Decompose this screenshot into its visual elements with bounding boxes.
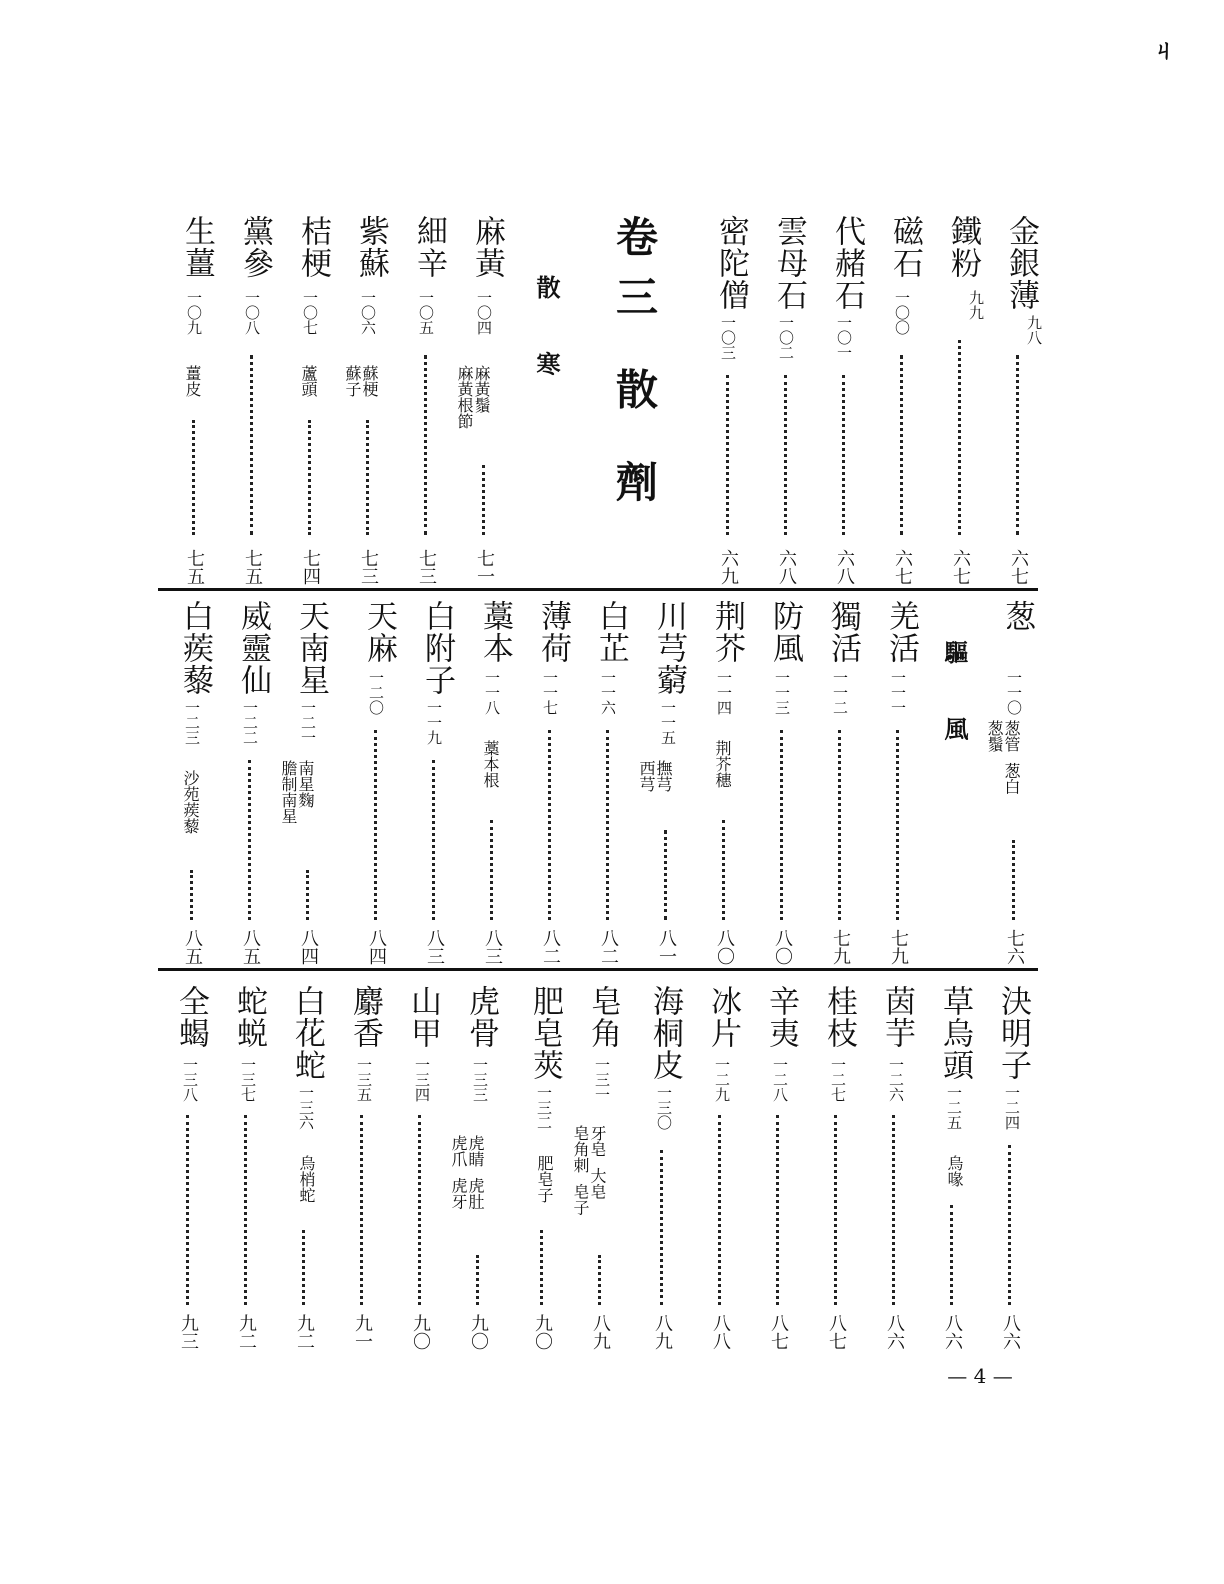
dot-leader <box>838 730 841 920</box>
dot-leader <box>1008 1145 1011 1305</box>
toc-entry <box>812 600 870 965</box>
toc-band-3 <box>160 985 1040 1350</box>
entry-number: 一〇九 <box>185 290 203 335</box>
dot-leader <box>606 730 609 920</box>
page-ref: 八四 <box>298 929 319 965</box>
toc-entry <box>222 600 280 965</box>
entry-number: 一三八 <box>181 1057 199 1102</box>
entry-name: 全蝎 <box>173 985 209 1049</box>
toc-entry <box>406 600 464 965</box>
section-heading-qu-feng: 驅 風 <box>940 640 969 763</box>
entry-number: 一〇一 <box>835 315 853 360</box>
entry-sub-items: 麻黃鬚 麻黃根節 <box>455 365 491 429</box>
page-ref: 七三 <box>416 549 437 585</box>
entry-number: 一〇三 <box>719 315 737 360</box>
page-ref: 八七 <box>768 1314 789 1350</box>
entry-number: 一三二 <box>535 1085 553 1130</box>
entry-name: 生薑 <box>179 215 215 279</box>
entry-name: 天麻 <box>361 600 397 664</box>
entry-number: 一〇五 <box>417 290 435 335</box>
toc-entry <box>990 215 1048 585</box>
entry-number: 一一七 <box>541 670 559 715</box>
toc-entry <box>340 215 398 585</box>
dot-leader <box>896 730 899 920</box>
entry-name: 薄荷 <box>535 600 571 664</box>
section-divider <box>158 588 1038 591</box>
entry-sub-items: 撫芎 西芎 <box>637 760 673 792</box>
entry-number: 九八 <box>1025 315 1043 345</box>
dot-leader <box>482 465 485 535</box>
toc-entry <box>638 600 696 965</box>
entry-name: 金銀薄 <box>1003 215 1039 311</box>
toc-entry <box>932 215 990 585</box>
page-ref: 六七 <box>950 549 971 585</box>
page-ref: 八七 <box>826 1314 847 1350</box>
entry-number: 一一五 <box>659 700 677 745</box>
entry-number: 一〇八 <box>243 290 261 335</box>
toc-entry <box>874 215 932 585</box>
entry-number: 一二九 <box>713 1057 731 1102</box>
entry-number: 一二五 <box>945 1085 963 1130</box>
entry-name: 威靈仙 <box>235 600 271 696</box>
chapter-title: 卷三 散 劑 <box>610 215 659 521</box>
dot-leader <box>490 820 493 920</box>
page-ref: 七四 <box>300 549 321 585</box>
page-ref: 八〇 <box>714 929 735 965</box>
entry-name: 白蒺藜 <box>177 600 213 696</box>
entry-sub-items: 蘆頭 <box>299 365 318 397</box>
toc-entry <box>696 600 754 965</box>
page-ref: 八六 <box>1000 1314 1021 1350</box>
entry-sub-items: 薑皮 <box>183 365 202 397</box>
page-ref: 九〇 <box>468 1314 489 1350</box>
entry-number: 一三三 <box>471 1057 489 1102</box>
entry-number: 一二三 <box>183 700 201 745</box>
page-ref: 八三 <box>482 929 503 965</box>
page-ref: 九三 <box>178 1314 199 1350</box>
toc-entry <box>580 600 638 965</box>
dot-leader <box>424 355 427 535</box>
entry-name: 虎骨 <box>463 985 499 1049</box>
toc-entry <box>700 215 758 585</box>
page-ref: 七三 <box>358 549 379 585</box>
entry-number: 九九 <box>967 290 985 320</box>
dot-leader <box>306 870 309 920</box>
toc-entry <box>924 985 982 1350</box>
entry-number: 一一四 <box>715 670 733 715</box>
toc-entry <box>464 600 522 965</box>
toc-entry <box>282 215 340 585</box>
entry-name: 密陀僧 <box>713 215 749 311</box>
entry-number: 一〇七 <box>301 290 319 335</box>
entry-name: 磁石 <box>887 215 923 279</box>
page-ref: 六八 <box>834 549 855 585</box>
page-ref: 九二 <box>236 1314 257 1350</box>
entry-name: 獨活 <box>825 600 861 664</box>
entry-name: 草烏頭 <box>937 985 973 1081</box>
entry-name: 細辛 <box>411 215 447 279</box>
entry-number: 一〇〇 <box>893 290 911 335</box>
entry-sub-items: 荆芥穗 <box>713 740 732 788</box>
page-ref: 八六 <box>884 1314 905 1350</box>
entry-name: 茵芋 <box>879 985 915 1049</box>
entry-number: 一二四 <box>1003 1085 1021 1130</box>
page-ref: 七五 <box>242 549 263 585</box>
toc-entry <box>160 985 218 1350</box>
entry-name: 海桐皮 <box>647 985 683 1081</box>
entry-name: 羌活 <box>883 600 919 664</box>
page-ref: 八二 <box>598 929 619 965</box>
dot-leader <box>432 760 435 920</box>
dot-leader <box>784 375 787 535</box>
toc-entry <box>218 985 276 1350</box>
toc-entry <box>450 985 508 1350</box>
toc-entry <box>572 985 630 1350</box>
entry-number: 一二八 <box>771 1057 789 1102</box>
entry-number: 一二一 <box>299 700 317 745</box>
page-ref: 八一 <box>656 929 677 965</box>
entry-number: 一〇六 <box>359 290 377 335</box>
entry-name: 肥皂莢 <box>527 985 563 1081</box>
page-ref: 六九 <box>718 549 739 585</box>
dot-leader <box>540 1230 543 1305</box>
dot-leader <box>834 1115 837 1305</box>
dot-leader <box>374 730 377 920</box>
toc-entry <box>808 985 866 1350</box>
entry-sub-items: 虎睛 虎肚 虎爪 虎牙 <box>449 1135 485 1210</box>
entry-number: 一二二 <box>241 700 259 745</box>
toc-entry <box>816 215 874 585</box>
page-ref: 八九 <box>652 1314 673 1350</box>
entry-name: 白花蛇 <box>289 985 325 1081</box>
page-ref: 八五 <box>240 929 261 965</box>
page-ref: 七九 <box>888 929 909 965</box>
toc-entry <box>754 600 812 965</box>
toc-entry <box>348 600 406 965</box>
toc-band-2 <box>160 600 1040 965</box>
section-heading-san-han: 散 寒 <box>532 275 561 398</box>
page-ref: 八六 <box>942 1314 963 1350</box>
page-ref: 八九 <box>590 1314 611 1350</box>
dot-leader <box>722 820 725 920</box>
page-ref: 七一 <box>474 549 495 585</box>
dot-leader <box>726 375 729 535</box>
entry-name: 雲母石 <box>771 215 807 311</box>
dot-leader <box>190 870 193 920</box>
entry-number: 一二六 <box>887 1057 905 1102</box>
page-ref: 七六 <box>1004 929 1025 965</box>
toc-entry <box>276 985 334 1350</box>
entry-number: 一〇四 <box>475 290 493 335</box>
entry-name: 葱 <box>999 600 1035 632</box>
entry-number: 一三五 <box>355 1057 373 1102</box>
entry-number: 一二〇 <box>367 670 385 715</box>
dot-leader <box>892 1115 895 1305</box>
entry-name: 決明子 <box>995 985 1031 1081</box>
entry-name: 鐵粉 <box>945 215 981 279</box>
page-ref: 八二 <box>540 929 561 965</box>
entry-number: 一三七 <box>239 1057 257 1102</box>
page-ref: 九一 <box>352 1314 373 1350</box>
dot-leader <box>900 355 903 535</box>
entry-sub-items: 蘇梗 蘇子 <box>343 365 379 397</box>
entry-name: 冰片 <box>705 985 741 1049</box>
dot-leader <box>776 1115 779 1305</box>
page-ref: 九〇 <box>410 1314 431 1350</box>
page-ref: 八五 <box>182 929 203 965</box>
entry-number: 一一〇 <box>1005 670 1023 715</box>
page-ref: 六七 <box>892 549 913 585</box>
dot-leader <box>366 420 369 535</box>
entry-name: 代赭石 <box>829 215 865 311</box>
page-ref: 八〇 <box>772 929 793 965</box>
entry-sub-items: 烏喙 <box>945 1155 964 1187</box>
toc-entry <box>166 215 224 585</box>
entry-number: 一一九 <box>425 700 443 745</box>
dot-leader <box>1012 840 1015 920</box>
entry-name: 山甲 <box>405 985 441 1049</box>
entry-name: 桂枝 <box>821 985 857 1049</box>
toc-entry <box>280 600 338 965</box>
entry-name: 紫蘇 <box>353 215 389 279</box>
dot-leader <box>780 730 783 920</box>
entry-name: 蛇蜕 <box>231 985 267 1049</box>
dot-leader <box>248 760 251 920</box>
toc-entry <box>758 215 816 585</box>
entry-name: 防風 <box>767 600 803 664</box>
entry-sub-items: 南星麴 膽制南星 <box>279 760 315 824</box>
dot-leader <box>664 830 667 920</box>
entry-number: 一二七 <box>829 1057 847 1102</box>
dot-leader <box>192 420 195 535</box>
corner-mark: ㄐ <box>1152 35 1176 64</box>
page-ref: 七五 <box>184 549 205 585</box>
entry-number: 一〇二 <box>777 315 795 360</box>
entry-number: 一一二 <box>831 670 849 715</box>
dot-leader <box>302 1230 305 1305</box>
toc-entry <box>986 600 1044 965</box>
dot-leader <box>418 1115 421 1305</box>
entry-name: 桔梗 <box>295 215 331 279</box>
dot-leader <box>308 420 311 535</box>
dot-leader <box>548 730 551 920</box>
dot-leader <box>1016 355 1019 535</box>
toc-entry <box>334 985 392 1350</box>
toc-entry <box>514 985 572 1350</box>
entry-name: 辛夷 <box>763 985 799 1049</box>
toc-entry <box>870 600 928 965</box>
page-ref: 八八 <box>710 1314 731 1350</box>
page-ref: 九〇 <box>532 1314 553 1350</box>
toc-entry <box>982 985 1040 1350</box>
section-divider <box>158 968 1038 971</box>
entry-name: 藁本 <box>477 600 513 664</box>
page-ref: 九二 <box>294 1314 315 1350</box>
toc-entry <box>456 215 514 585</box>
entry-name: 皂角 <box>585 985 621 1049</box>
dot-leader <box>360 1115 363 1305</box>
dot-leader <box>598 1255 601 1305</box>
entry-number: 一一三 <box>773 670 791 715</box>
entry-name: 黨參 <box>237 215 273 279</box>
entry-name: 天南星 <box>293 600 329 696</box>
toc-entry <box>392 985 450 1350</box>
toc-entry <box>692 985 750 1350</box>
toc-entry <box>398 215 456 585</box>
toc-entry <box>750 985 808 1350</box>
entry-sub-items: 肥皂子 <box>535 1155 554 1203</box>
entry-number: 一一八 <box>483 670 501 715</box>
toc-entry <box>164 600 222 965</box>
entry-name: 白芷 <box>593 600 629 664</box>
page-ref: 八三 <box>424 929 445 965</box>
page-ref: 六七 <box>1008 549 1029 585</box>
entry-number: 一三四 <box>413 1057 431 1102</box>
entry-number: 一三六 <box>297 1085 315 1130</box>
dot-leader <box>660 1150 663 1305</box>
dot-leader <box>958 340 961 535</box>
entry-name: 川芎藭 <box>651 600 687 696</box>
dot-leader <box>244 1115 247 1305</box>
entry-sub-items: 沙苑蒺藜 <box>181 770 200 834</box>
dot-leader <box>186 1115 189 1305</box>
entry-number: 一一一 <box>889 670 907 715</box>
entry-name: 荆芥 <box>709 600 745 664</box>
entry-sub-items: 藁本根 <box>481 740 500 788</box>
toc-entry <box>224 215 282 585</box>
page-number: — 4 — <box>947 1364 1013 1388</box>
entry-name: 麻黃 <box>469 215 505 279</box>
entry-sub-items: 葱管 葱白 葱鬚 <box>985 720 1021 795</box>
page-ref: 八四 <box>366 929 387 965</box>
dot-leader <box>476 1255 479 1305</box>
entry-sub-items: 烏梢蛇 <box>297 1155 316 1203</box>
dot-leader <box>842 375 845 535</box>
page-ref: 七九 <box>830 929 851 965</box>
entry-name: 白附子 <box>419 600 455 696</box>
dot-leader <box>250 355 253 535</box>
toc-band-1 <box>160 215 1043 585</box>
entry-number: 一三〇 <box>655 1085 673 1130</box>
entry-number: 一三一 <box>593 1057 611 1102</box>
toc-entry <box>866 985 924 1350</box>
dot-leader <box>950 1205 953 1305</box>
entry-sub-items: 牙皂 大皂 皂角刺 皂子 <box>571 1125 607 1216</box>
toc-entry <box>522 600 580 965</box>
toc-entry <box>634 985 692 1350</box>
entry-number: 一一六 <box>599 670 617 715</box>
entry-name: 麝香 <box>347 985 383 1049</box>
page-ref: 六八 <box>776 549 797 585</box>
dot-leader <box>718 1115 721 1305</box>
